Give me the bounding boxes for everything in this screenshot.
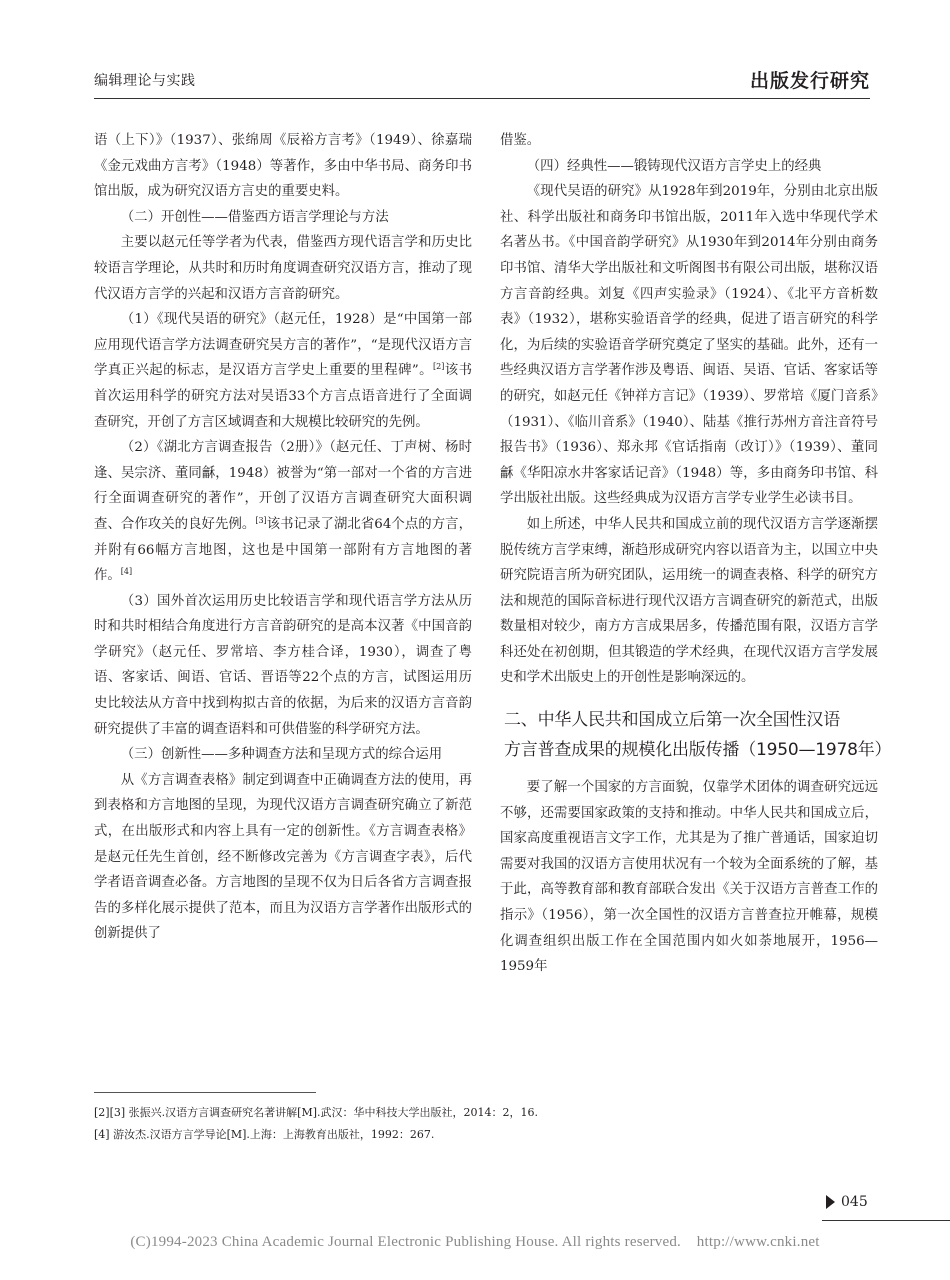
left-column — [94, 128, 472, 947]
section-heading — [504, 705, 892, 765]
paragraph-text: 该书记录了湖北省64个点的方言，并附有66幅方言地图，这也是中国第一部附有方言地图的著作。 — [94, 516, 473, 584]
paragraph-text: （2）《湖北方言调查报告（2册）》（赵元任、丁声树、杨时逢、吴宗济、董同龢，1948）被誉为“第一部对一个省的方言进行全面调查研究的著作”，开创了汉语方言调查研究大面积调查、合作攻关的良好先例。 — [94, 440, 472, 532]
journal-title: 出版发行研究 — [749, 70, 870, 92]
triangle-marker-icon — [826, 1195, 835, 1209]
paragraph: 如上所述，中华人民共和国成立前的现代汉语方言学逐渐摆脱传统方言学束缚，渐趋形成研究内容以语音为主，以国立中央研究院语言所为研究团队，运用统一的调查表格、科学的研究方法和规范的国际音标进行现代汉语方言调查研究的新范式，出版数量相对较少，南方方言成果居多，传播范围有限，汉语方言学科还处在初创期，但其锻造的学术经典，在现代汉语方言学发展史和学术出版史上的开创性是影响深远的。 — [500, 516, 878, 686]
paragraph: 从《方言调查表格》制定到调查中正确调查方法的使用，再到表格和方言地图的呈现，为现代汉语方言调查研究确立了新范式，在出版形式和内容上具有一定的创新性。《方言调查表格》是赵元任先生首创，经不断修改完善为《方言调查字表》，后代学者语音调查必备。方言地图的呈现不仅为日后各省方言调查报告的多样化展示提供了范本，而且为汉语方言学著作出版形式的创新提供了 — [94, 772, 472, 942]
paragraph: 要了解一个国家的方言面貌，仅靠学术团体的调查研究远远不够，还需要国家政策的支持和推动。中华人民共和国成立后，国家高度重视语言文字工作，尤其是为了推广普通话，国家迫切需要对我国的汉语方言使用状况有一个较为全面系统的了解，基于此，高等教育部和教育部联合发出《关于汉语方言普查工作的指示》（1956），第一次全国性的汉语方言普查拉开帷幕，规模化调查组织出版工作在全国范围内如火如荼地展开，1956—1959年 — [500, 780, 878, 975]
paragraph-text: 该书首次运用科学的研究方法对吴语33个方言点语音进行了全面调查研究，开创了方言区域调查和大规模比较研究的先例。 — [94, 363, 472, 430]
section-heading-line: 方言普查成果的规模化出版传播（1950—1978年） — [504, 740, 892, 761]
footnotes — [94, 1102, 854, 1146]
paragraph: 主要以赵元任等学者为代表，借鉴西方现代语言学和历史比较语言学理论，从共时和历时角度调查研究汉语方言，推动了现代汉语方言学的兴起和汉语方言音韵研究。 — [94, 235, 472, 302]
header-rule — [94, 98, 870, 99]
subheading-3: （三）创新性——多种调查方法和呈现方式的综合运用 — [120, 747, 443, 763]
subheading-4: （四）经典性——锻铸现代汉语方言学史上的经典 — [526, 158, 822, 174]
paragraph: （3）国外首次运用历史比较语言学和现代语言学方法从历时和共时相结合角度进行方言音韵研究的是高本汉著《中国音韵学研究》（赵元任、罗常培、李方桂合译，1930），调查了粤语、客家话、闽语、官话、晋语等22个点的方言，试图运用历史比较法从方音中找到构拟古音的依据，为后来的汉语方言音韵研究提供了丰富的调查语料和可供借鉴的科学研究方法。 — [94, 593, 472, 737]
right-column — [500, 128, 892, 980]
paragraph-wu-dialect — [94, 307, 472, 435]
subheading-2: （二）开创性——借鉴西方语言学理论与方法 — [120, 209, 389, 225]
page-number: 045 — [841, 1194, 868, 1210]
continued-text: 语（上下）》（1937）、张绵周《辰裕方言考》（1949）、徐嘉瑞《金元戏曲方言考》（1948）等著作，多由中华书局、商务印书馆出版，成为研究汉语方言史的重要史料。 — [94, 133, 472, 200]
section-heading-line: 二、中华人民共和国成立后第一次全国性汉语 — [504, 710, 840, 731]
footnote-ref: [4] — [120, 567, 133, 577]
page-number-rule — [822, 1220, 950, 1221]
paragraph-hubei-report — [94, 435, 472, 589]
footnote: [2][3] 张振兴.汉语方言调查研究名著讲解[M].武汉：华中科技大学出版社，2014：2，16. — [94, 1106, 538, 1119]
paragraph-text: （1）《现代吴语的研究》（赵元任，1928）是“中国第一部应用现代语言学方法调查研究吴方言的著作”，“是现代汉语方言学真正兴起的标志，是汉语方言学史上重要的里程碑”。 — [94, 312, 472, 379]
footnote-ref: [3] — [255, 515, 267, 525]
running-header-section: 编辑理论与实践 — [94, 73, 196, 89]
footnote-rule — [94, 1092, 316, 1093]
paragraph: 《现代吴语的研究》从1928年到2019年，分别由北京出版社、科学出版社和商务印书馆出版，2011年入选中华现代学术名著丛书。《中国音韵学研究》从1930年到2014年分别由商务印书馆、清华大学出版社和文听阁图书有限公司出版，堪称汉语方言音韵经典。刘复《四声实验录》（1924）、《北平方音析数表》（1932），堪称实验语音学的经典，促进了语言研究的科学化，为后续的实验语音学研究奠定了坚实的基础。此外，还有一些经典汉语方言学著作涉及粤语、闽语、吴语、官话、客家话等的研究，如赵元任《钟祥方言记》（1939）、罗常培《厦门音系》（1931）、《临川音系》（1940）、陆基《推行苏州方音注音符号报告书》（1936）、郑永邦《官话指南（改订）》（1939）、董同龢《华阳凉水井客家话记音》（1948）等，多由商务印书馆、科学出版社出版。这些经典成为汉语方言学专业学生必读书目。 — [500, 184, 878, 507]
footnote-ref: [2] — [433, 362, 445, 372]
footnote: [4] 游汝杰.汉语方言学导论[M].上海：上海教育出版社，1992：267. — [94, 1128, 435, 1141]
page-number-block — [826, 1194, 868, 1210]
continued-text: 借鉴。 — [500, 133, 541, 148]
copyright-notice: (C)1994-2023 China Academic Journal Electronic Publishing House. All rights reserved. http://www.cnki.net — [130, 1234, 820, 1250]
